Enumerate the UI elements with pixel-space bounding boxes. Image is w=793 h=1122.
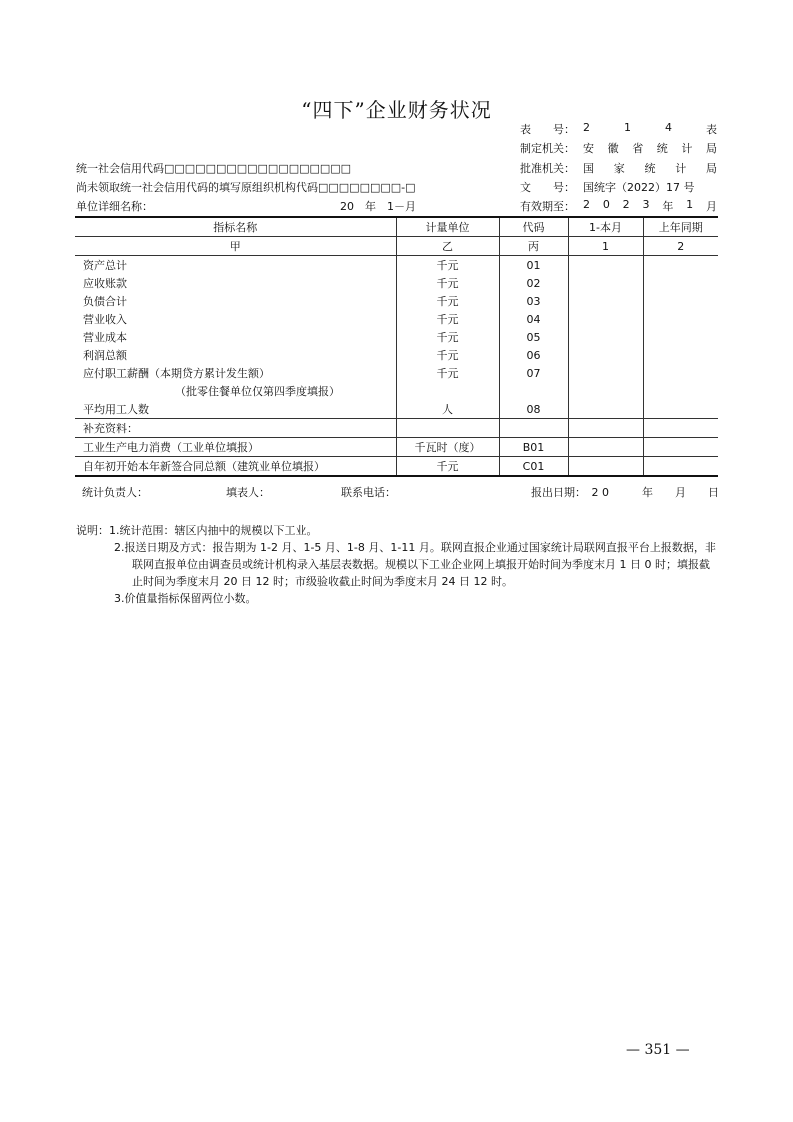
table-row: 利润总额 千元 06 (75, 346, 718, 364)
col-unit: 计量单位 (396, 217, 499, 237)
approver-label: 批准机关： (520, 162, 575, 175)
table-row: 负债合计 千元 03 (75, 292, 718, 310)
note-item: 1.统计范围：辖区内抽中的规模以下工业。 (109, 524, 318, 537)
doc-no-label: 文 号： (520, 181, 575, 194)
col-code: 代码 (499, 217, 568, 237)
issuer-label: 制定机关： (520, 142, 575, 155)
table-row: 资产总计 千元 01 (75, 256, 718, 275)
note-item: 2.报送日期及方式：报告期为 1-2 月、1-5 月、1-8 月、1-11 月。联网直报企业通过国家统计局联网直报平台上报数据，非联网直报单位由调查员或统计机构录入基层表数据。规模以下工业企业网上填报开始时间为季度末月 1 日 0 时；填报截止时间为季度末月 20 日 12 时；市级验收截止时间为季度末月 24 日 12 时。 (114, 541, 716, 588)
value-cell[interactable] (568, 400, 643, 419)
value-cell[interactable] (643, 346, 718, 364)
valid-until-label: 有效期至： (520, 200, 575, 213)
col-last-year: 上年同期 (643, 217, 718, 237)
page-number: — 351 — (626, 1042, 690, 1058)
value-cell[interactable] (568, 364, 643, 382)
report-date-field: 报出日期： 2 0 年 月 日 (531, 486, 719, 499)
phone-field: 联系电话： (341, 486, 396, 499)
col-this-month: 1-本月 (568, 217, 643, 237)
value-cell[interactable] (568, 438, 643, 457)
report-period: 20 年 1－月 (340, 200, 416, 213)
value-cell[interactable] (643, 400, 718, 419)
value-cell[interactable] (643, 274, 718, 292)
table-row: 自年初开始本年新签合同总额（建筑业单位填报） 千元 C01 (75, 457, 718, 477)
unit-name-field: 单位详细名称： (76, 200, 153, 213)
table-row: 应付职工薪酬（本期贷方累计发生额） 千元 07 (75, 364, 718, 382)
form-title: “四下”企业财务状况 (301, 98, 492, 122)
value-cell[interactable] (568, 256, 643, 275)
value-cell[interactable] (643, 292, 718, 310)
credit-code-field: 统一社会信用代码□□□□□□□□□□□□□□□□□□ (76, 162, 352, 175)
approver-value: 国 家 统 计 局 (583, 162, 717, 175)
value-cell[interactable] (568, 274, 643, 292)
stats-head-field: 统计负责人： (82, 486, 148, 499)
col-indicator-name: 指标名称 (75, 217, 396, 237)
value-cell[interactable] (568, 346, 643, 364)
note-item: 3.价值量指标保留两位小数。 (114, 592, 257, 605)
table-row: 营业成本 千元 05 (75, 328, 718, 346)
value-cell[interactable] (643, 364, 718, 382)
table-row: 工业生产电力消费（工业单位填报） 千瓦时（度） B01 (75, 438, 718, 457)
supplement-label-row: 补充资料： (75, 419, 718, 438)
issuer-value: 安 徽 省 统 计 局 (583, 142, 717, 155)
table-row: 营业收入 千元 04 (75, 310, 718, 328)
notes-head: 说明： (76, 524, 109, 537)
value-cell[interactable] (568, 310, 643, 328)
filler-field: 填表人： (226, 486, 270, 499)
value-cell[interactable] (643, 457, 718, 477)
value-cell[interactable] (568, 457, 643, 477)
value-cell[interactable] (568, 328, 643, 346)
value-cell[interactable] (643, 256, 718, 275)
valid-until-value: 2 0 2 3 年 1 月 (583, 198, 717, 213)
table-row: （批零住餐单位仅第四季度填报） (75, 382, 718, 400)
table-row: 平均用工人数 人 08 (75, 400, 718, 419)
table-row: 应收账款 千元 02 (75, 274, 718, 292)
financial-status-table (75, 216, 718, 477)
value-cell[interactable] (568, 292, 643, 310)
value-cell[interactable] (643, 310, 718, 328)
form-no-value: 2 1 4 表 (583, 121, 717, 136)
notes-section (76, 522, 720, 607)
doc-no-value: 国统字（2022）17 号 (583, 181, 695, 194)
org-code-field: 尚未领取统一社会信用代码的填写原组织机构代码□□□□□□□□-□ (76, 181, 416, 194)
table-header-row (75, 217, 718, 237)
table-code-row: 甲 乙 丙 1 2 (75, 237, 718, 256)
value-cell[interactable] (643, 328, 718, 346)
value-cell[interactable] (643, 438, 718, 457)
form-no-label: 表 号： (520, 123, 575, 136)
